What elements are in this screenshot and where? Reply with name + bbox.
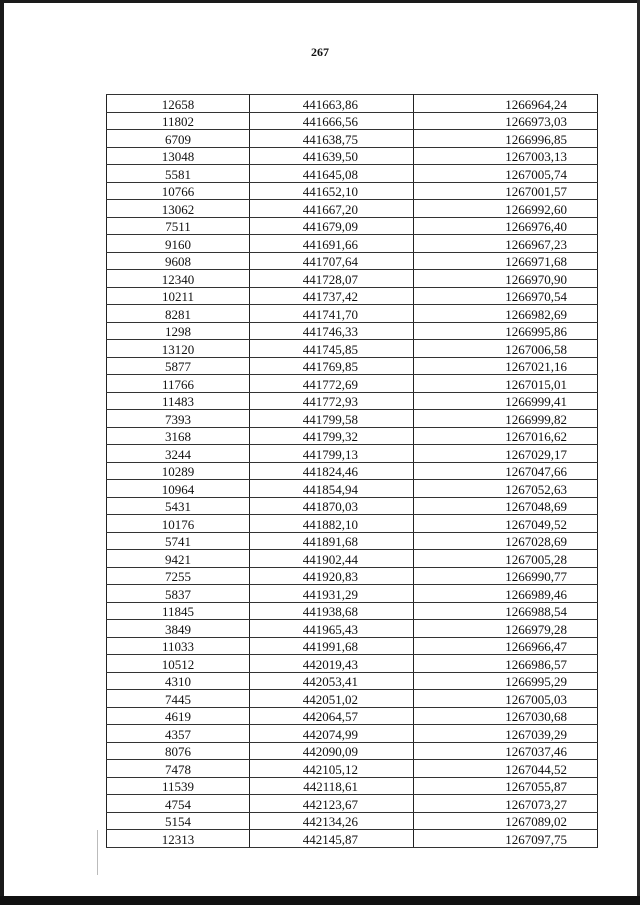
y-coordinate-cell: 1266995,29 (414, 672, 598, 690)
point-number-cell: 10176 (107, 515, 250, 533)
table-row (107, 620, 598, 638)
x-coordinate-cell: 441938,68 (250, 602, 414, 620)
table-row (107, 305, 598, 323)
scan-border-left (0, 0, 4, 905)
y-coordinate-cell: 1266992,60 (414, 200, 598, 218)
point-number-cell: 9608 (107, 252, 250, 270)
point-number-cell: 11802 (107, 112, 250, 130)
y-coordinate-cell: 1267049,52 (414, 515, 598, 533)
point-number-cell: 5877 (107, 357, 250, 375)
table-row (107, 812, 598, 830)
y-coordinate-cell: 1266999,41 (414, 392, 598, 410)
table-row (107, 182, 598, 200)
table-row (107, 375, 598, 393)
point-number-cell: 7511 (107, 217, 250, 235)
point-number-cell: 7445 (107, 690, 250, 708)
y-coordinate-cell: 1266970,90 (414, 270, 598, 288)
table-row (107, 427, 598, 445)
point-number-cell: 11033 (107, 637, 250, 655)
table-row (107, 497, 598, 515)
y-coordinate-cell: 1267028,69 (414, 532, 598, 550)
table-row (107, 165, 598, 183)
scan-border-top (0, 0, 640, 3)
table-row (107, 532, 598, 550)
x-coordinate-cell: 442064,57 (250, 707, 414, 725)
x-coordinate-cell: 441737,42 (250, 287, 414, 305)
margin-rule (97, 830, 98, 875)
y-coordinate-cell: 1267039,29 (414, 725, 598, 743)
x-coordinate-cell: 442145,87 (250, 830, 414, 848)
scan-border-bottom (0, 896, 640, 905)
point-number-cell: 12340 (107, 270, 250, 288)
point-number-cell: 5837 (107, 585, 250, 603)
x-coordinate-cell: 441663,86 (250, 95, 414, 113)
x-coordinate-cell: 442053,41 (250, 672, 414, 690)
y-coordinate-cell: 1267029,17 (414, 445, 598, 463)
table-row (107, 217, 598, 235)
table-row (107, 567, 598, 585)
table-row (107, 655, 598, 673)
point-number-cell: 5741 (107, 532, 250, 550)
table-row (107, 637, 598, 655)
x-coordinate-cell: 441902,44 (250, 550, 414, 568)
coordinates-table (106, 94, 598, 848)
y-coordinate-cell: 1267003,13 (414, 147, 598, 165)
y-coordinate-cell: 1266989,46 (414, 585, 598, 603)
y-coordinate-cell: 1267047,66 (414, 462, 598, 480)
y-coordinate-cell: 1266995,86 (414, 322, 598, 340)
x-coordinate-cell: 441799,13 (250, 445, 414, 463)
y-coordinate-cell: 1267006,58 (414, 340, 598, 358)
table-row (107, 130, 598, 148)
point-number-cell: 13120 (107, 340, 250, 358)
x-coordinate-cell: 441666,56 (250, 112, 414, 130)
x-coordinate-cell: 441799,58 (250, 410, 414, 428)
point-number-cell: 12658 (107, 95, 250, 113)
y-coordinate-cell: 1266966,47 (414, 637, 598, 655)
point-number-cell: 4310 (107, 672, 250, 690)
table-row (107, 480, 598, 498)
x-coordinate-cell: 441891,68 (250, 532, 414, 550)
y-coordinate-cell: 1267048,69 (414, 497, 598, 515)
point-number-cell: 1298 (107, 322, 250, 340)
y-coordinate-cell: 1266982,69 (414, 305, 598, 323)
point-number-cell: 13048 (107, 147, 250, 165)
y-coordinate-cell: 1266964,24 (414, 95, 598, 113)
x-coordinate-cell: 441965,43 (250, 620, 414, 638)
table-row (107, 690, 598, 708)
x-coordinate-cell: 441652,10 (250, 182, 414, 200)
y-coordinate-cell: 1266979,28 (414, 620, 598, 638)
table-row (107, 410, 598, 428)
x-coordinate-cell: 441679,09 (250, 217, 414, 235)
y-coordinate-cell: 1266967,23 (414, 235, 598, 253)
point-number-cell: 10211 (107, 287, 250, 305)
y-coordinate-cell: 1267055,87 (414, 777, 598, 795)
x-coordinate-cell: 442019,43 (250, 655, 414, 673)
point-number-cell: 3244 (107, 445, 250, 463)
y-coordinate-cell: 1266971,68 (414, 252, 598, 270)
table-row (107, 742, 598, 760)
table-row (107, 725, 598, 743)
y-coordinate-cell: 1266999,82 (414, 410, 598, 428)
table-row (107, 445, 598, 463)
y-coordinate-cell: 1267016,62 (414, 427, 598, 445)
x-coordinate-cell: 441882,10 (250, 515, 414, 533)
table-row (107, 550, 598, 568)
y-coordinate-cell: 1267005,74 (414, 165, 598, 183)
table-row (107, 147, 598, 165)
point-number-cell: 12313 (107, 830, 250, 848)
table-row (107, 270, 598, 288)
point-number-cell: 3849 (107, 620, 250, 638)
x-coordinate-cell: 441638,75 (250, 130, 414, 148)
table-row (107, 462, 598, 480)
x-coordinate-cell: 441920,83 (250, 567, 414, 585)
y-coordinate-cell: 1266976,40 (414, 217, 598, 235)
point-number-cell: 10964 (107, 480, 250, 498)
table-row (107, 287, 598, 305)
y-coordinate-cell: 1267005,28 (414, 550, 598, 568)
table-row (107, 340, 598, 358)
table-row (107, 95, 598, 113)
table-row (107, 760, 598, 778)
x-coordinate-cell: 441769,85 (250, 357, 414, 375)
x-coordinate-cell: 441772,69 (250, 375, 414, 393)
point-number-cell: 7478 (107, 760, 250, 778)
x-coordinate-cell: 441991,68 (250, 637, 414, 655)
x-coordinate-cell: 441691,66 (250, 235, 414, 253)
y-coordinate-cell: 1266973,03 (414, 112, 598, 130)
x-coordinate-cell: 441745,85 (250, 340, 414, 358)
point-number-cell: 9160 (107, 235, 250, 253)
point-number-cell: 5154 (107, 812, 250, 830)
point-number-cell: 7255 (107, 567, 250, 585)
x-coordinate-cell: 441772,93 (250, 392, 414, 410)
point-number-cell: 4754 (107, 795, 250, 813)
point-number-cell: 5431 (107, 497, 250, 515)
table-row (107, 392, 598, 410)
coordinates-table-body (107, 95, 598, 848)
table-row (107, 830, 598, 848)
table-row (107, 585, 598, 603)
table-row (107, 357, 598, 375)
point-number-cell: 6709 (107, 130, 250, 148)
point-number-cell: 9421 (107, 550, 250, 568)
x-coordinate-cell: 441870,03 (250, 497, 414, 515)
table-row (107, 200, 598, 218)
table-row (107, 112, 598, 130)
y-coordinate-cell: 1267037,46 (414, 742, 598, 760)
point-number-cell: 11766 (107, 375, 250, 393)
x-coordinate-cell: 441824,46 (250, 462, 414, 480)
table-row (107, 795, 598, 813)
y-coordinate-cell: 1267030,68 (414, 707, 598, 725)
point-number-cell: 8076 (107, 742, 250, 760)
x-coordinate-cell: 441854,94 (250, 480, 414, 498)
y-coordinate-cell: 1267005,03 (414, 690, 598, 708)
x-coordinate-cell: 441707,64 (250, 252, 414, 270)
point-number-cell: 10289 (107, 462, 250, 480)
y-coordinate-cell: 1266996,85 (414, 130, 598, 148)
x-coordinate-cell: 442105,12 (250, 760, 414, 778)
table-row (107, 602, 598, 620)
y-coordinate-cell: 1267044,52 (414, 760, 598, 778)
x-coordinate-cell: 442074,99 (250, 725, 414, 743)
x-coordinate-cell: 442134,26 (250, 812, 414, 830)
y-coordinate-cell: 1266990,77 (414, 567, 598, 585)
table-row (107, 322, 598, 340)
y-coordinate-cell: 1267052,63 (414, 480, 598, 498)
point-number-cell: 5581 (107, 165, 250, 183)
table-row (107, 707, 598, 725)
table-row (107, 235, 598, 253)
point-number-cell: 4619 (107, 707, 250, 725)
x-coordinate-cell: 442118,61 (250, 777, 414, 795)
point-number-cell: 11483 (107, 392, 250, 410)
x-coordinate-cell: 442090,09 (250, 742, 414, 760)
x-coordinate-cell: 441728,07 (250, 270, 414, 288)
y-coordinate-cell: 1266986,57 (414, 655, 598, 673)
point-number-cell: 7393 (107, 410, 250, 428)
x-coordinate-cell: 441645,08 (250, 165, 414, 183)
x-coordinate-cell: 441746,33 (250, 322, 414, 340)
x-coordinate-cell: 441799,32 (250, 427, 414, 445)
x-coordinate-cell: 442123,67 (250, 795, 414, 813)
point-number-cell: 4357 (107, 725, 250, 743)
table-row (107, 252, 598, 270)
x-coordinate-cell: 441741,70 (250, 305, 414, 323)
table-row (107, 672, 598, 690)
x-coordinate-cell: 441667,20 (250, 200, 414, 218)
y-coordinate-cell: 1267097,75 (414, 830, 598, 848)
point-number-cell: 10766 (107, 182, 250, 200)
point-number-cell: 11539 (107, 777, 250, 795)
point-number-cell: 10512 (107, 655, 250, 673)
y-coordinate-cell: 1267089,02 (414, 812, 598, 830)
y-coordinate-cell: 1267015,01 (414, 375, 598, 393)
point-number-cell: 13062 (107, 200, 250, 218)
point-number-cell: 8281 (107, 305, 250, 323)
x-coordinate-cell: 441931,29 (250, 585, 414, 603)
point-number-cell: 11845 (107, 602, 250, 620)
y-coordinate-cell: 1267073,27 (414, 795, 598, 813)
point-number-cell: 3168 (107, 427, 250, 445)
y-coordinate-cell: 1267021,16 (414, 357, 598, 375)
y-coordinate-cell: 1267001,57 (414, 182, 598, 200)
y-coordinate-cell: 1266970,54 (414, 287, 598, 305)
table-row (107, 515, 598, 533)
page-number: 267 (311, 45, 329, 59)
y-coordinate-cell: 1266988,54 (414, 602, 598, 620)
x-coordinate-cell: 441639,50 (250, 147, 414, 165)
table-row (107, 777, 598, 795)
x-coordinate-cell: 442051,02 (250, 690, 414, 708)
